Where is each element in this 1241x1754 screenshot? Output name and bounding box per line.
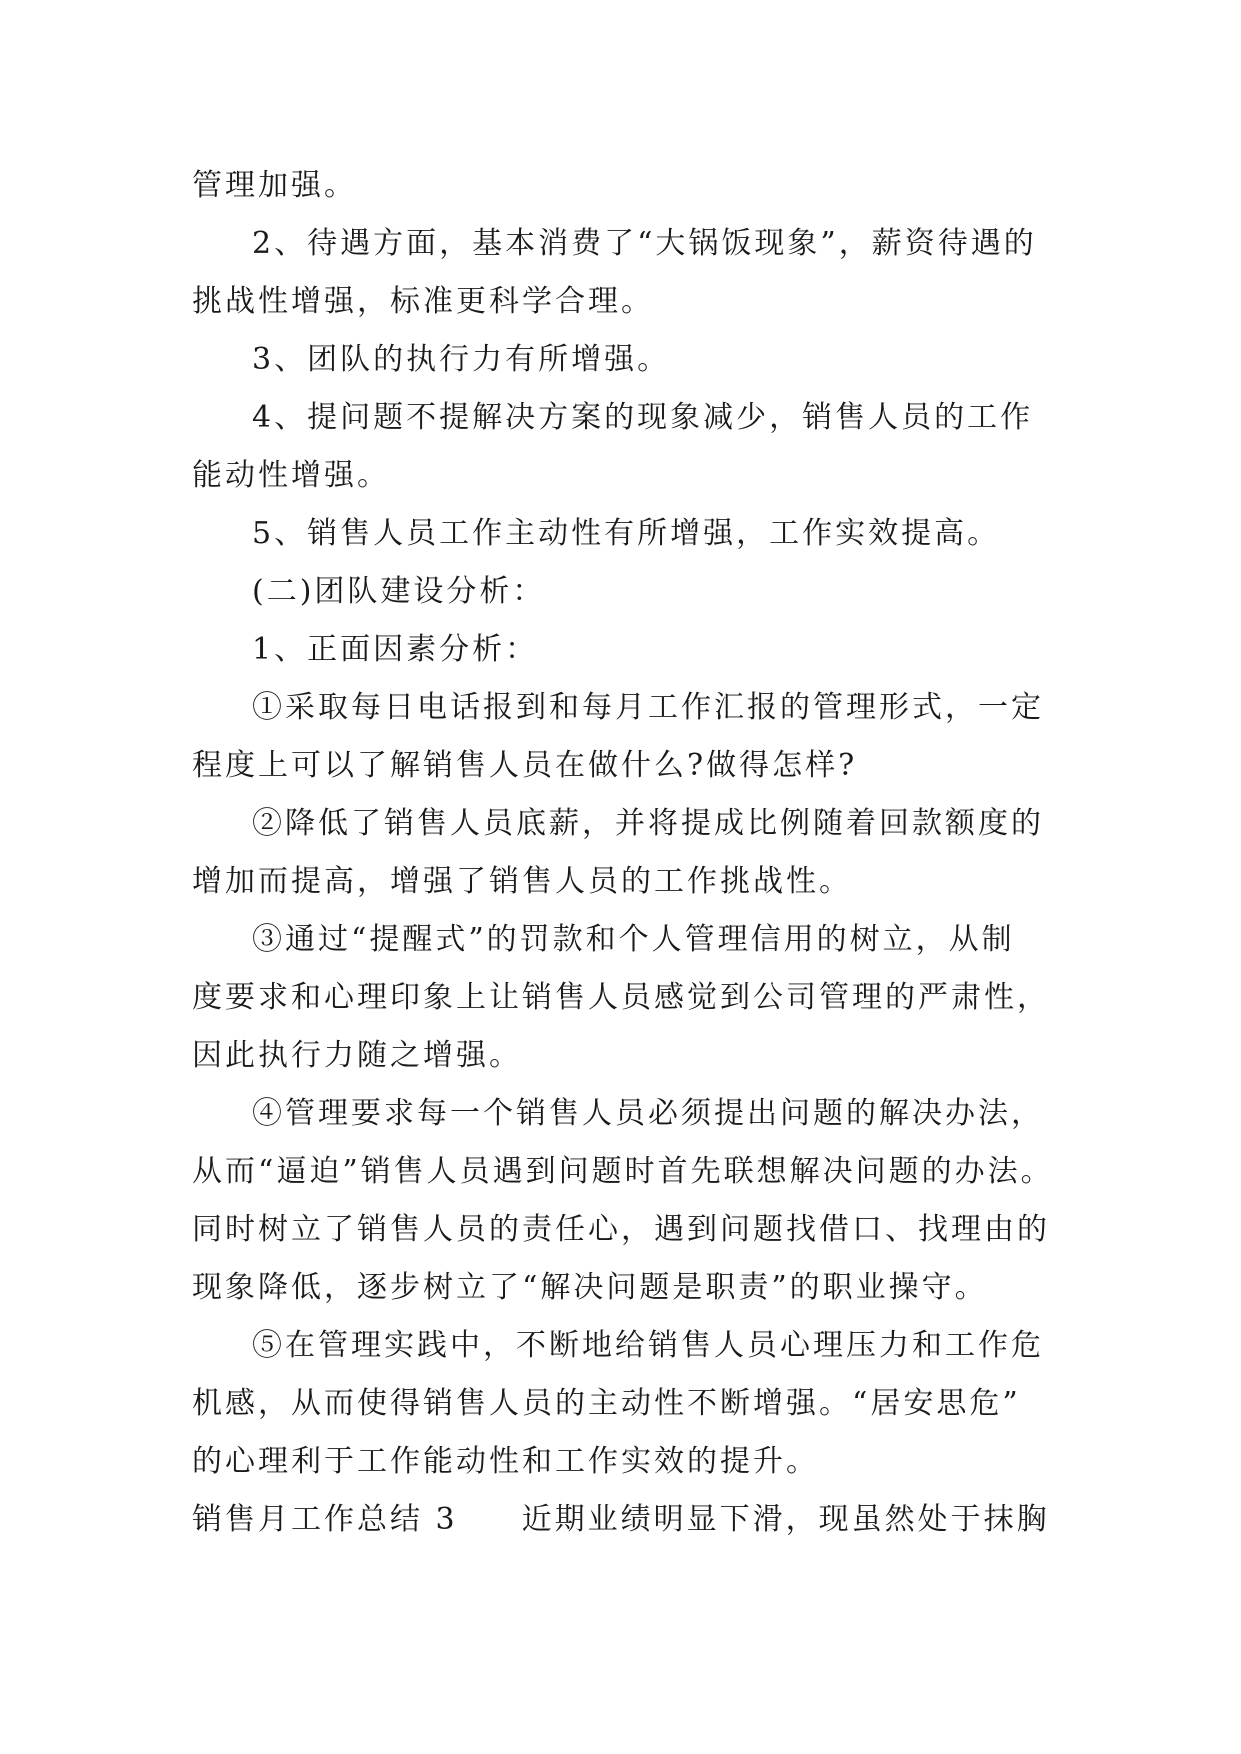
- text-line: 5、销售人员工作主动性有所增强，工作实效提高。: [252, 516, 1001, 551]
- text-line: 2、待遇方面，基本消费了“大锅饭现象”，薪资待遇的: [252, 226, 1037, 261]
- text-line: ②降低了销售人员底薪，并将提成比例随着回款额度的: [252, 806, 1044, 841]
- text-line: ①采取每日电话报到和每月工作汇报的管理形式，一定: [252, 690, 1044, 725]
- section-text: 近期业绩明显下滑，现虽然处于抹胸: [521, 1502, 1050, 1537]
- text-line: 3、团队的执行力有所增强。: [252, 342, 671, 377]
- text-line: 机感，从而使得销售人员的主动性不断增强。“居安思危”: [192, 1386, 1021, 1421]
- text-line: 因此执行力随之增强。: [192, 1038, 522, 1073]
- text-line: 挑战性增强，标准更科学合理。: [192, 284, 654, 319]
- text-line: 同时树立了销售人员的责任心，遇到问题找借口、找理由的: [192, 1212, 1050, 1247]
- text-line: ③通过“提醒式”的罚款和个人管理信用的树立，从制: [252, 922, 1015, 957]
- text-line: ④管理要求每一个销售人员必须提出问题的解决办法，: [252, 1096, 1044, 1131]
- text-line: 度要求和心理印象上让销售人员感觉到公司管理的严肃性，: [192, 980, 1050, 1015]
- text-line: 从而“逼迫”销售人员遇到问题时首先联想解决问题的办法。: [192, 1154, 1054, 1189]
- text-line: 程度上可以了解销售人员在做什么?做得怎样?: [192, 748, 858, 783]
- text-line: 4、提问题不提解决方案的现象减少，销售人员的工作: [252, 400, 1034, 435]
- text-line: (二)团队建设分析：: [252, 574, 546, 609]
- text-line: 管理加强。: [192, 168, 357, 203]
- text-line: 的心理利于工作能动性和工作实效的提升。: [192, 1444, 819, 1479]
- text-line: 现象降低，逐步树立了“解决问题是职责”的职业操守。: [192, 1270, 988, 1305]
- text-line: 增加而提高，增强了销售人员的工作挑战性。: [192, 864, 852, 899]
- section-heading: 销售月工作总结 3: [192, 1502, 458, 1537]
- text-line: 能动性增强。: [192, 458, 390, 493]
- text-line: ⑤在管理实践中，不断地给销售人员心理压力和工作危: [252, 1328, 1044, 1363]
- section-line: [192, 1500, 1050, 1540]
- text-line: 1、正面因素分析：: [252, 632, 539, 667]
